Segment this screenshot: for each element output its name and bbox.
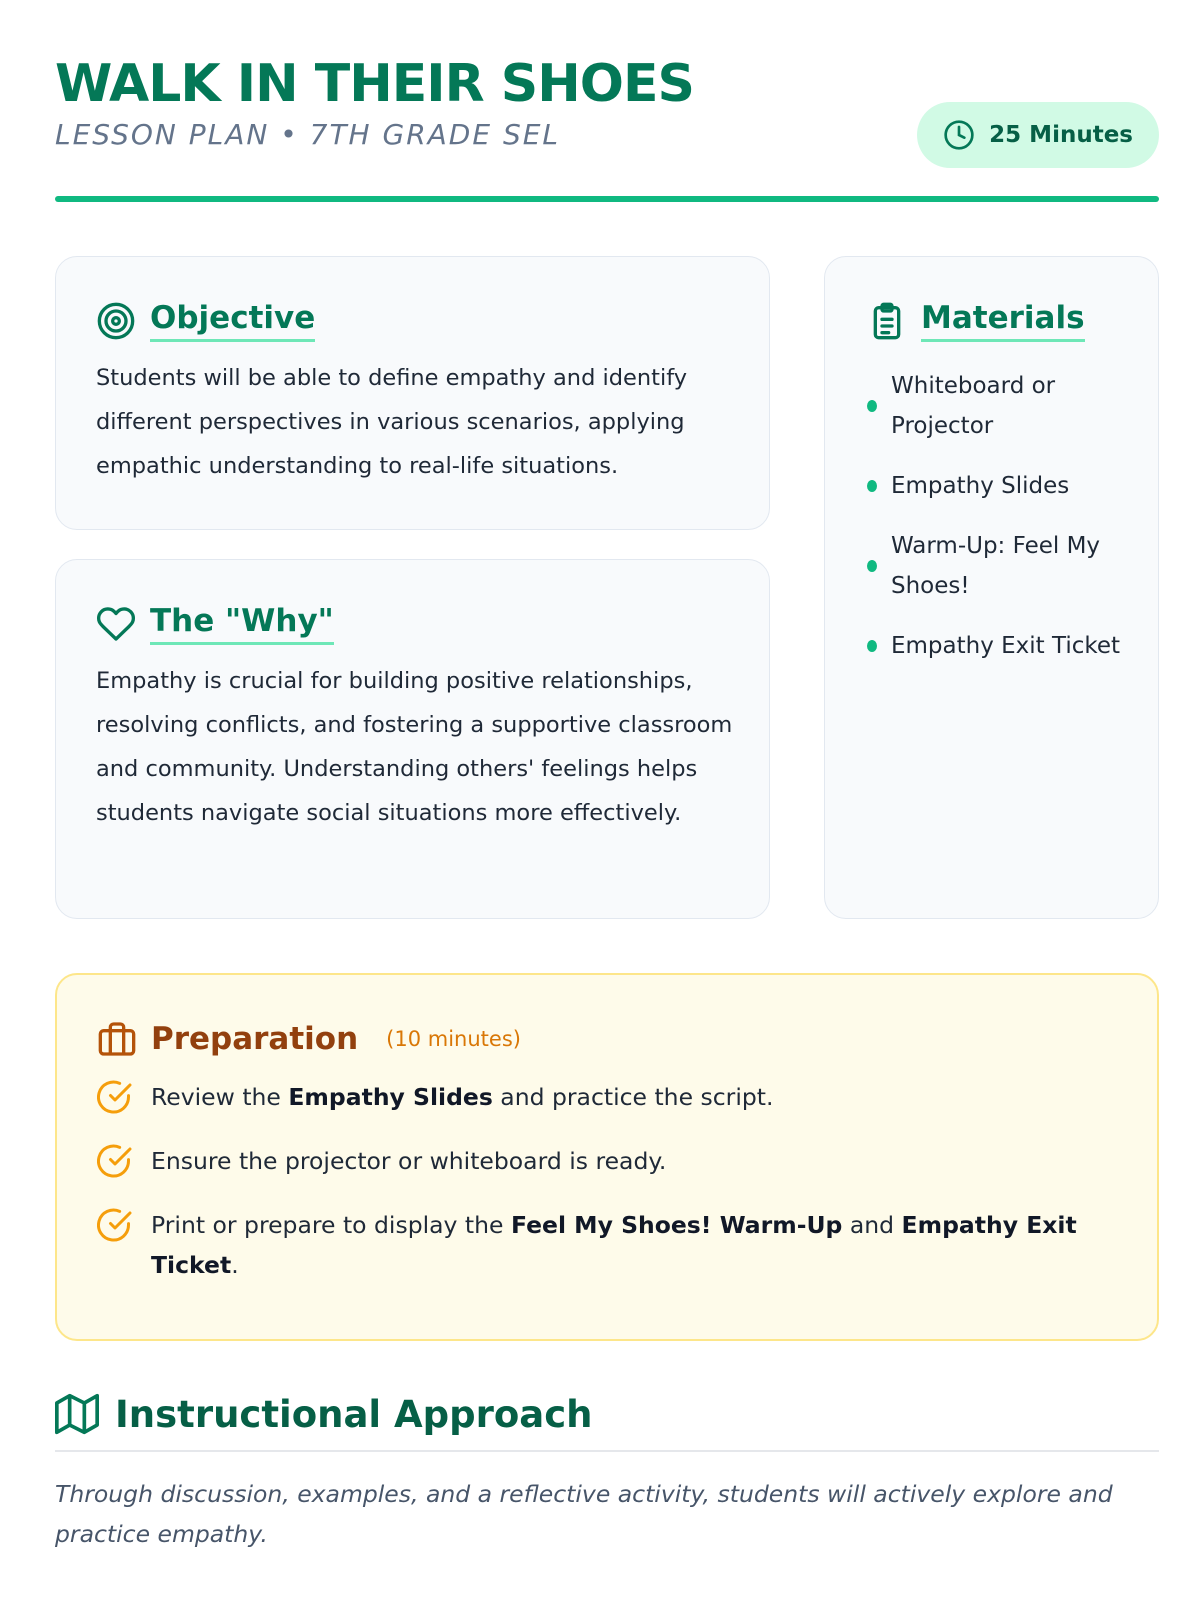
list-item — [867, 466, 1138, 506]
list-item — [867, 366, 1138, 446]
why-title: The "Why" — [150, 602, 334, 645]
preparation-title: Preparation — [151, 1021, 359, 1057]
page-subtitle: LESSON PLAN • 7TH GRADE SEL — [55, 118, 561, 151]
material-label: Warm-Up: Feel My Shoes! — [891, 533, 1101, 599]
clock-icon — [943, 119, 975, 151]
preparation-time: (10 minutes) — [386, 1027, 521, 1051]
preparation-card — [55, 973, 1159, 1341]
bullet-icon — [867, 640, 877, 652]
preparation-step-text: Review the Empathy Slides and practice the script. — [151, 1083, 774, 1111]
heart-icon — [96, 604, 136, 644]
approach-section — [55, 1392, 1159, 1554]
preparation-step-text: Print or prepare to display the Feel My Shoes! Warm-Up and Empathy Exit Ticket. — [151, 1211, 1077, 1279]
check-circle-icon — [97, 1079, 133, 1115]
target-icon — [96, 301, 136, 341]
why-card — [55, 559, 770, 919]
material-label: Empathy Slides — [891, 473, 1070, 499]
preparation-step-text: Ensure the projector or whiteboard is ready. — [151, 1147, 667, 1175]
material-label: Empathy Exit Ticket — [891, 633, 1121, 659]
objective-title: Objective — [150, 299, 315, 342]
duration-label: 25 Minutes — [989, 122, 1133, 148]
map-icon — [55, 1392, 99, 1436]
header-divider — [55, 196, 1159, 202]
materials-card — [824, 256, 1159, 919]
objective-card — [55, 256, 770, 530]
list-item — [97, 1141, 1127, 1181]
bullet-icon — [867, 400, 877, 412]
material-label: Whiteboard or Projector — [891, 373, 1056, 439]
materials-title: Materials — [921, 299, 1085, 342]
list-item — [867, 626, 1138, 666]
bullet-icon — [867, 480, 877, 492]
bullet-icon — [867, 560, 877, 572]
list-item — [867, 526, 1138, 606]
briefcase-icon — [97, 1019, 137, 1059]
list-item — [97, 1077, 1127, 1117]
approach-text: Through discussion, examples, and a reflective activity, students will actively explore and practice empathy. — [55, 1480, 1113, 1548]
why-text: Empathy is crucial for building positive relationships, resolving conflicts, and fostering a supportive classroom and community. Understanding others' feelings helps students navigate social situations more effectively. — [96, 668, 733, 826]
check-circle-icon — [97, 1207, 133, 1243]
preparation-list — [97, 1077, 1127, 1285]
clipboard-icon — [867, 301, 907, 341]
header — [55, 52, 1159, 202]
approach-title: Instructional Approach — [115, 1392, 593, 1436]
page-title: WALK IN THEIR SHOES — [55, 54, 694, 114]
list-item — [97, 1205, 1127, 1285]
duration-badge — [917, 102, 1159, 168]
materials-list — [867, 366, 1138, 666]
check-circle-icon — [97, 1143, 133, 1179]
objective-text: Students will be able to define empathy and identify different perspectives in various scenarios, applying empathic understanding to real-life situations. — [96, 365, 688, 479]
